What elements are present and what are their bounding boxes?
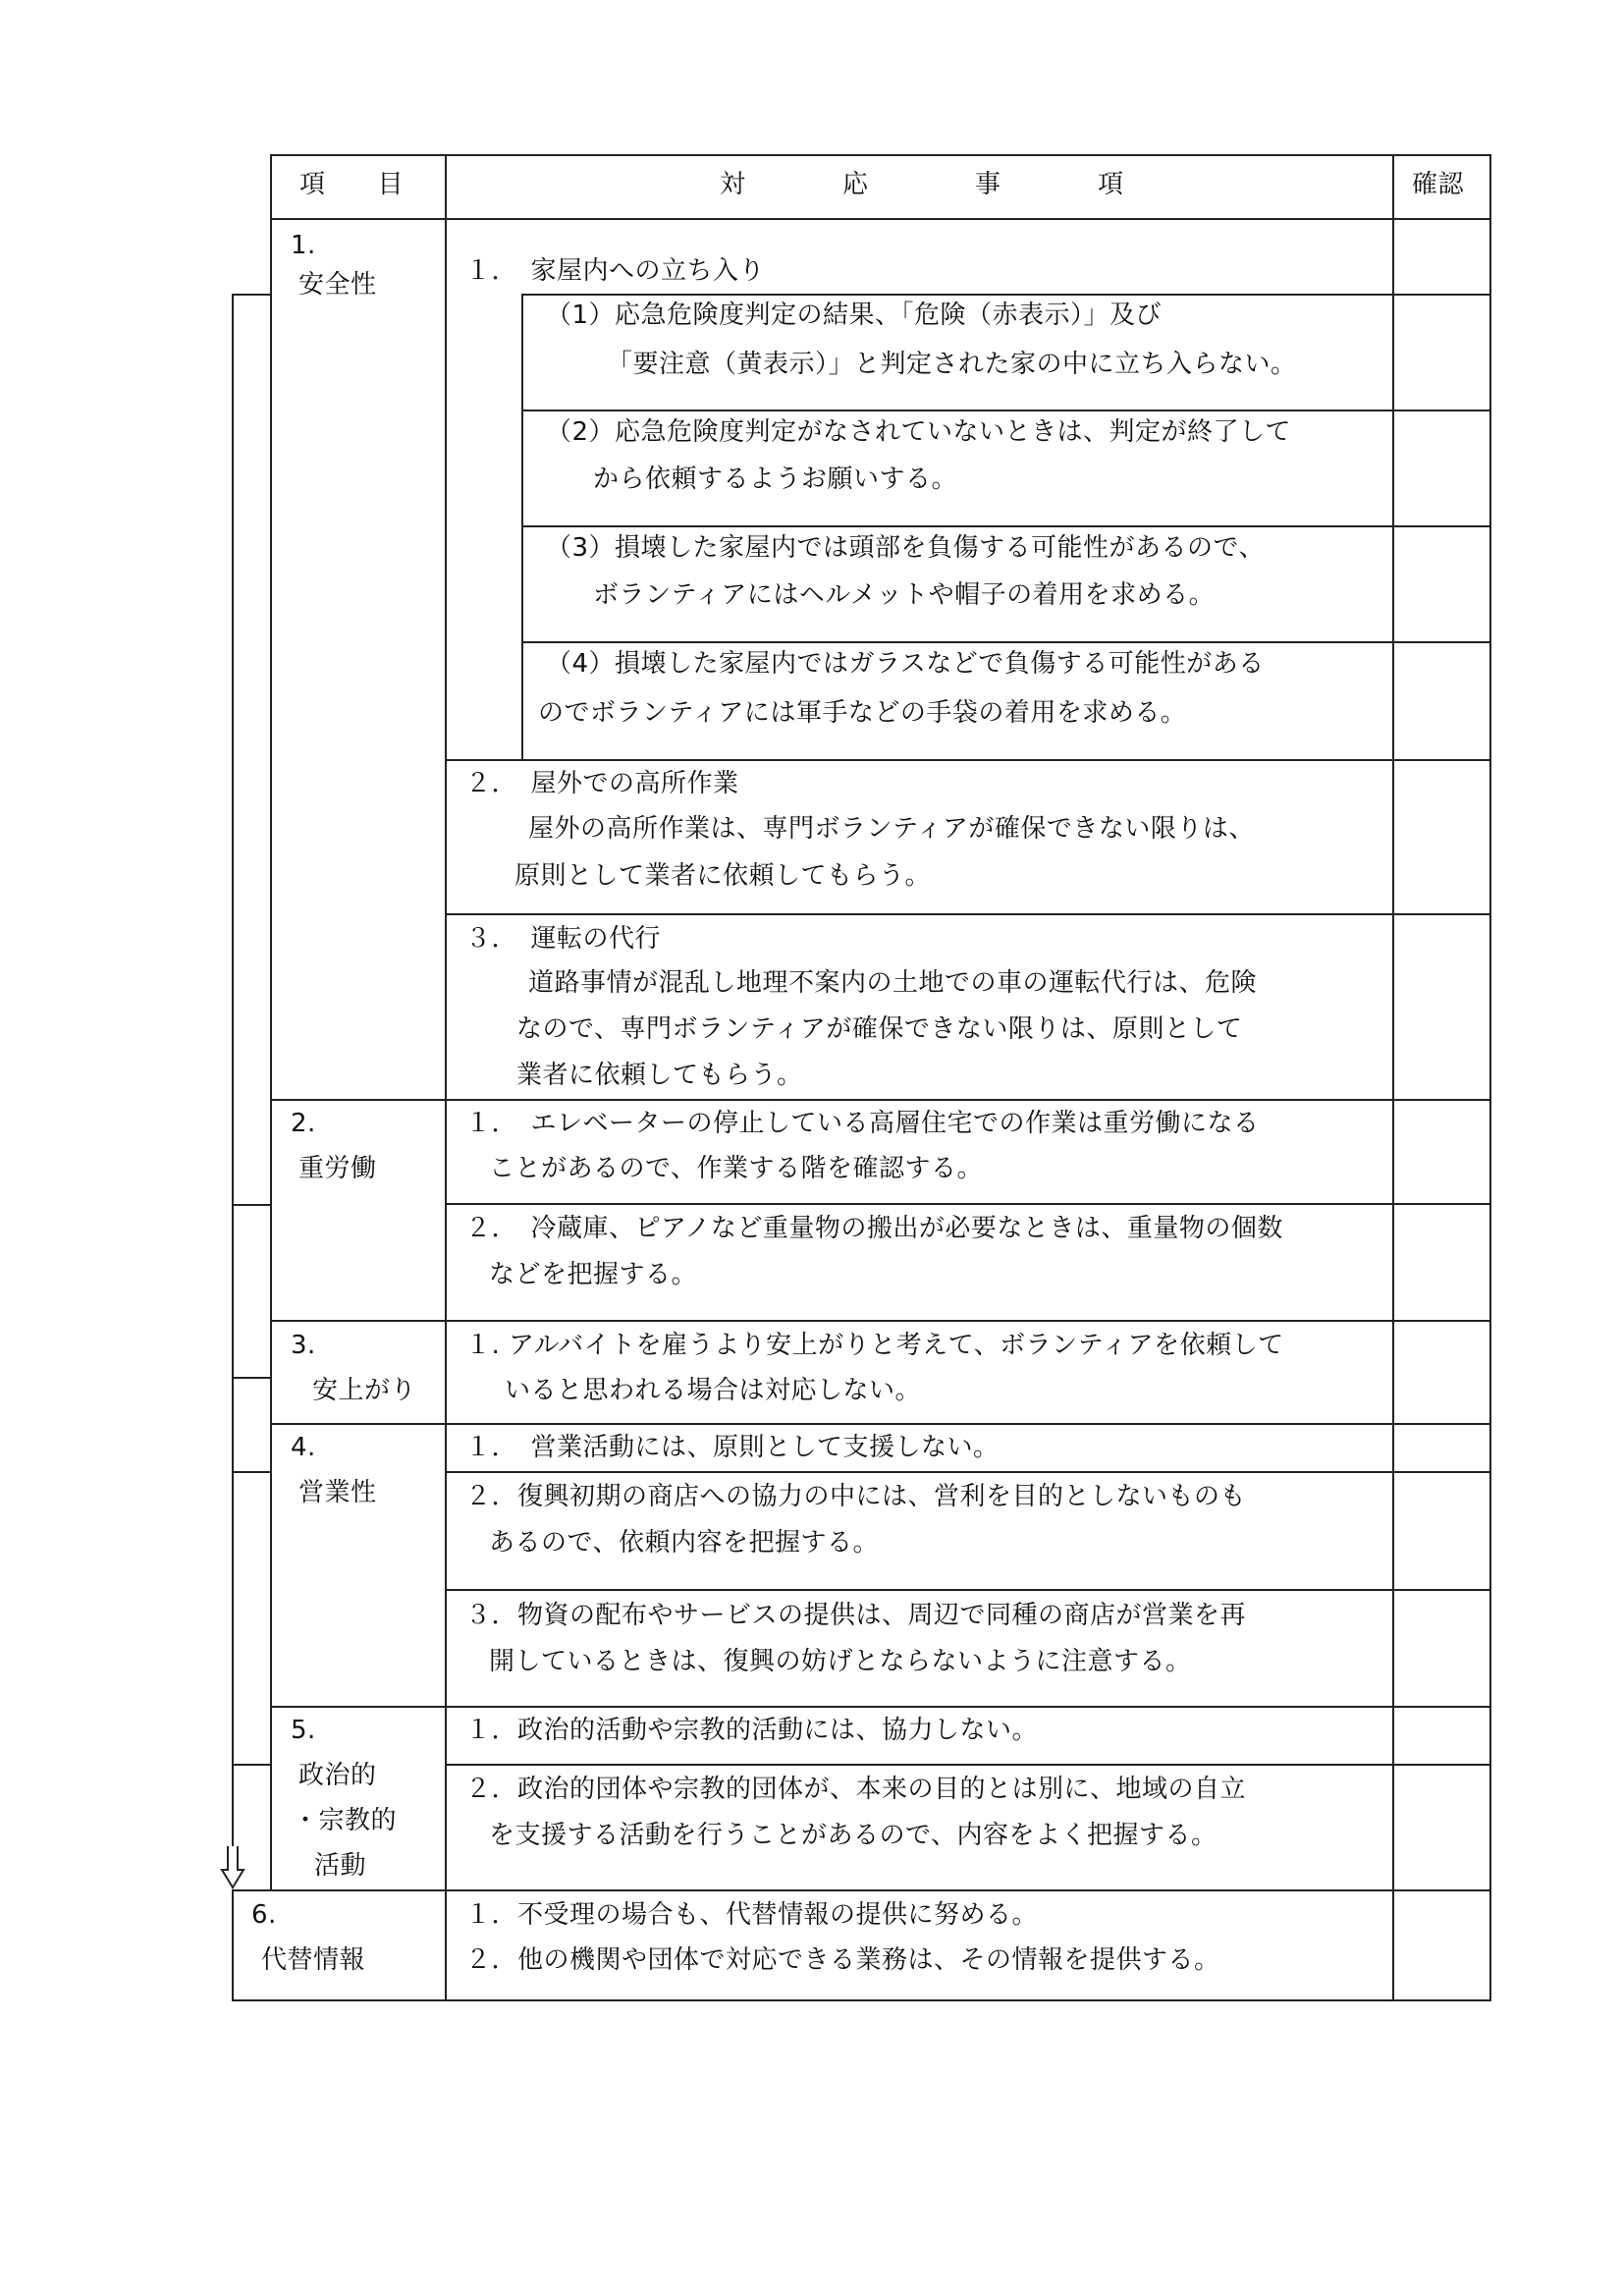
column-border-left bbox=[270, 154, 272, 1891]
section-divider bbox=[270, 1099, 1491, 1101]
item-text: などを把握する。 bbox=[489, 1260, 698, 1289]
item-text: を支援する活動を行うことがあるので、内容をよく把握する。 bbox=[489, 1821, 1217, 1850]
row-divider bbox=[521, 294, 1491, 296]
subitem-text: （4）損壊した家屋内ではガラスなどで負傷する可能性がある bbox=[546, 649, 1265, 679]
section-name: 活動 bbox=[314, 1851, 367, 1881]
subitem-border bbox=[521, 294, 523, 761]
connector-tick bbox=[232, 1204, 271, 1206]
section-divider bbox=[232, 1889, 1491, 1891]
section6-left-border bbox=[232, 1889, 234, 2001]
section-divider bbox=[270, 1320, 1491, 1322]
item-text: 業者に依頼してもらう。 bbox=[516, 1061, 803, 1090]
row-divider bbox=[445, 1471, 1491, 1473]
row-divider bbox=[445, 913, 1491, 915]
item-text: 原則として業者に依頼してもらう。 bbox=[514, 861, 932, 891]
item-text: １．政治的活動や宗教的活動には、協力しない。 bbox=[465, 1716, 1039, 1745]
section-number: 5. bbox=[291, 1716, 316, 1745]
item-text: １． エレベーターの停止している高層住宅での作業は重労働になる bbox=[465, 1109, 1260, 1138]
item-text: なので、専門ボランティアが確保できない限りは、原則として bbox=[516, 1014, 1243, 1044]
section-name: 重労働 bbox=[298, 1154, 377, 1183]
subitem-text: （3）損壊した家屋内では頭部を負傷する可能性があるので、 bbox=[546, 533, 1266, 563]
section-name: 安全性 bbox=[298, 270, 377, 300]
section-number: 3. bbox=[291, 1331, 316, 1360]
row-divider bbox=[445, 759, 1491, 761]
table-top-border bbox=[270, 154, 1491, 156]
row-divider bbox=[521, 410, 1491, 411]
subitem-text: （1）応急危険度判定の結果、「危険（赤表示）」及び bbox=[546, 301, 1163, 330]
item-text: １． 営業活動には、原則として支援しない。 bbox=[465, 1433, 1000, 1462]
connector-tick bbox=[232, 1471, 271, 1473]
confirm-column-border bbox=[1392, 154, 1394, 2001]
row-divider bbox=[521, 641, 1491, 643]
item-text: 開しているときは、復興の妨げとならないように注意する。 bbox=[489, 1647, 1192, 1676]
column-border bbox=[445, 154, 447, 2001]
column-border-right bbox=[1489, 154, 1491, 2001]
item-title: ２． 屋外での高所作業 bbox=[465, 769, 739, 798]
item-title: ３． 運転の代行 bbox=[465, 924, 662, 954]
item-text: １．不受理の場合も、代替情報の提供に努める。 bbox=[465, 1900, 1039, 1930]
connector-tick bbox=[232, 1764, 271, 1766]
section-name: 政治的 bbox=[298, 1761, 377, 1790]
item-text: ２．政治的団体や宗教的団体が、本来の目的とは別に、地域の自立 bbox=[465, 1775, 1247, 1804]
section-number: 4. bbox=[291, 1433, 316, 1462]
section-number: 1. bbox=[291, 231, 316, 260]
row-divider bbox=[521, 525, 1491, 527]
item-text: １. アルバイトを雇うより安上がりと考えて、ボランティアを依頼して bbox=[465, 1331, 1284, 1360]
section-divider bbox=[270, 1423, 1491, 1425]
item-title: １． 家屋内への立ち入り bbox=[465, 256, 766, 286]
subitem-text: （2）応急危険度判定がなされていないときは、判定が終了して bbox=[546, 417, 1292, 447]
item-text: 道路事情が混乱し地理不案内の土地での車の運転代行は、危険 bbox=[528, 968, 1258, 998]
item-text: 屋外の高所作業は、専門ボランティアが確保できない限りは、 bbox=[528, 814, 1255, 844]
item-text: ３．物資の配布やサービスの提供は、周辺で同種の商店が営業を再 bbox=[465, 1601, 1247, 1630]
subitem-text: のでボランティアには軍手などの手袋の着用を求める。 bbox=[538, 698, 1187, 728]
header-item: 項 目 bbox=[299, 170, 405, 199]
row-divider bbox=[445, 1589, 1491, 1591]
section-name: 営業性 bbox=[298, 1478, 377, 1507]
section-name: ・宗教的 bbox=[293, 1806, 398, 1835]
header-action-char: 項 bbox=[1098, 170, 1124, 199]
section-number: 6. bbox=[251, 1900, 277, 1930]
item-text: ２． 冷蔵庫、ピアノなど重量物の搬出が必要なときは、重量物の個数 bbox=[465, 1214, 1283, 1243]
header-action-char: 対 bbox=[720, 170, 746, 199]
item-text: ことがあるので、作業する階を確認する。 bbox=[489, 1154, 983, 1183]
section-divider bbox=[270, 1706, 1491, 1708]
item-text: ２．復興初期の商店への協力の中には、営利を目的としないものも bbox=[465, 1482, 1247, 1511]
connector-tick bbox=[232, 1377, 271, 1379]
connector-tick bbox=[232, 294, 271, 296]
header-action-char: 事 bbox=[975, 170, 1001, 199]
subitem-text: ボランティアにはヘルメットや帽子の着用を求める。 bbox=[593, 580, 1216, 610]
subitem-text: 「要注意（黄表示）」と判定された家の中に立ち入らない。 bbox=[607, 350, 1297, 379]
row-divider bbox=[445, 1764, 1491, 1766]
header-action-char: 応 bbox=[842, 170, 869, 199]
subitem-text: から依頼するようお願いする。 bbox=[593, 465, 958, 494]
item-text: あるので、依頼内容を把握する。 bbox=[489, 1528, 879, 1558]
section-name: 安上がり bbox=[312, 1376, 417, 1405]
connector-line bbox=[232, 294, 234, 1888]
section-number: 2. bbox=[291, 1109, 316, 1138]
header-confirm: 確認 bbox=[1412, 170, 1465, 199]
header-bottom-border bbox=[270, 218, 1491, 220]
table-bottom-border bbox=[232, 1999, 1491, 2001]
item-text: ２．他の機関や団体で対応できる業務は、その情報を提供する。 bbox=[465, 1945, 1220, 1975]
item-text: いると思われる場合は対応しない。 bbox=[505, 1376, 922, 1405]
down-arrow-icon bbox=[220, 1846, 245, 1889]
row-divider bbox=[445, 1203, 1491, 1205]
section-name: 代替情報 bbox=[261, 1945, 366, 1975]
